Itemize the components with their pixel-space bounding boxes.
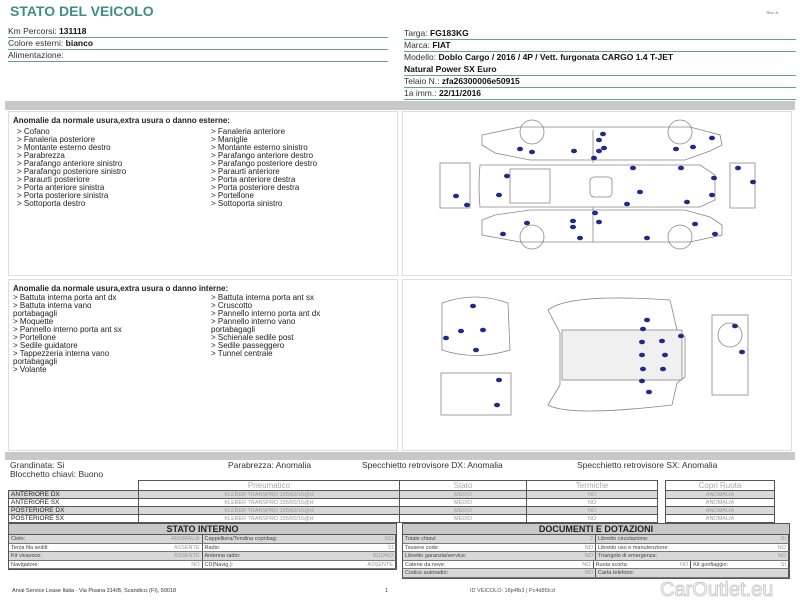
car-front-view xyxy=(730,163,755,208)
anomaly-item: > Parafango posteriore destro xyxy=(211,159,318,168)
anomaly-item: > Montante esterno sinistro xyxy=(211,143,308,152)
anomaly-item: > Porta posteriore destra xyxy=(211,183,300,192)
documenti-field: Codice autoradio: NO xyxy=(403,569,596,577)
damage-marker xyxy=(637,190,643,195)
damage-marker xyxy=(458,329,464,334)
documenti-field: Ruota scorta: NO xyxy=(594,561,692,569)
external-list-2 xyxy=(211,128,317,208)
tire-model: KLEBER TRANSPRO 195/60/15@H xyxy=(139,491,400,499)
stato_interno-row xyxy=(9,544,396,553)
anomaly-item: > Porta anteriore sinistra xyxy=(17,183,105,192)
specchietto-dx-status: Specchietto retrovisore DX: Anomalia xyxy=(362,460,503,470)
grandinata: Grandinata: Si Blocchetto chiavi: Buono xyxy=(10,460,104,479)
tire-row xyxy=(9,515,658,523)
damage-marker xyxy=(639,353,645,358)
stato-interno-box xyxy=(8,523,397,570)
damage-marker xyxy=(640,327,646,332)
car-side-bottom xyxy=(482,210,722,242)
documenti-field: Carta telefono: xyxy=(596,569,789,577)
documenti-field: Libretto circolazione: SI xyxy=(596,535,789,543)
stato_interno-field: Antenna radio: BUONO xyxy=(203,552,397,560)
damage-marker xyxy=(690,145,696,150)
anomaly-item: > Fanaleria anteriore xyxy=(211,127,286,136)
tire-position: POSTERIORE SX xyxy=(9,515,139,523)
dashboard-view xyxy=(712,315,748,395)
damage-marker xyxy=(678,334,684,339)
damage-marker xyxy=(473,348,479,353)
anomaly-item: portabagagli xyxy=(211,325,256,334)
info-colore: Colore esterni: bianco xyxy=(8,38,388,50)
page-number: 1 xyxy=(385,588,389,594)
damage-marker xyxy=(732,324,738,329)
tire-position: POSTERIORE DX xyxy=(9,507,139,515)
anomaly-item: > Porta posteriore sinistra xyxy=(17,191,109,200)
stato_interno-field: Cielo: ANOMALIA xyxy=(9,535,203,543)
external-title: Anomalie da normale usura,extra usura o danno esterne: xyxy=(13,116,230,125)
info-immatricolazione: 1a imm.: 22/11/2016 xyxy=(404,88,796,100)
documenti-title: DOCUMENTI E DOTAZIONI xyxy=(403,524,789,535)
damage-marker xyxy=(709,193,715,198)
damage-marker xyxy=(644,318,650,323)
documenti-row xyxy=(403,535,789,544)
car-rear-view xyxy=(440,163,470,208)
anomaly-item: > Tunnel centrale xyxy=(211,349,273,358)
vehicle-damage-diagram xyxy=(400,105,800,455)
tire-stato: MEDIO xyxy=(400,499,527,507)
damage-marker xyxy=(712,232,718,237)
damage-marker xyxy=(500,232,506,237)
vehicle-info-right xyxy=(404,28,796,100)
tire-model: KLEBER TRANSPRO 195/60/15@H xyxy=(139,507,400,515)
anomaly-item: > Paraurti anteriore xyxy=(211,167,280,176)
anomaly-item: > Volante xyxy=(13,365,47,374)
car-top-view xyxy=(479,165,715,207)
anomaly-item: > Portellone xyxy=(13,333,56,342)
anomaly-item: > Battuta interna porta ant sx xyxy=(211,293,314,302)
damage-marker xyxy=(659,339,665,344)
copri-ruota-value: ANOMALIA xyxy=(666,507,775,515)
info-telaio: Telaio N.: zfa26300006e50915 xyxy=(404,76,796,88)
tire-model: KLEBER TRANSPRO 195/60/15@H xyxy=(139,515,400,523)
damage-marker xyxy=(692,222,698,227)
damage-marker xyxy=(496,193,502,198)
info-alimentazione: Alimentazione: xyxy=(8,50,388,62)
anomaly-item: > Cofano xyxy=(17,127,50,136)
anomaly-item: > Sedile guidatore xyxy=(13,341,78,350)
anomaly-item: > Battuta interna porta ant dx xyxy=(13,293,117,302)
revision-label: Rev. A xyxy=(766,10,778,15)
documenti-row xyxy=(403,544,789,553)
footer-address: Arval Service Lease Italia - Via Pisana 314/B, Scandicci (FI), 50018 xyxy=(12,588,177,594)
tire-termiche: NO xyxy=(527,491,658,499)
copri-row xyxy=(666,499,775,507)
damage-marker xyxy=(596,138,602,143)
anomaly-item: > Tappezzeria interna vano xyxy=(13,349,110,358)
damage-marker xyxy=(709,136,715,141)
internal-list-1 xyxy=(13,294,122,374)
anomaly-item: > Parabrezza xyxy=(17,151,65,160)
info-modello: Modello: Doblo Cargo / 2016 / 4P / Vett. furgonata CARGO 1.4 T-JET xyxy=(404,52,674,62)
damage-marker xyxy=(464,203,470,208)
internal-anomalies-panel xyxy=(8,279,398,451)
damage-marker xyxy=(644,236,650,241)
anomaly-item: > Pannello interno porta ant sx xyxy=(13,325,122,334)
anomaly-item: > Moquette xyxy=(13,317,54,326)
tire-termiche: NO xyxy=(527,515,658,523)
tire-row xyxy=(9,499,658,507)
damage-marker xyxy=(624,202,630,207)
info-modello-cont: Natural Power SX Euro xyxy=(404,64,796,76)
info-marca: Marca: FIAT xyxy=(404,40,796,52)
damage-marker xyxy=(470,304,476,309)
stato_interno-row xyxy=(9,552,396,561)
damage-marker xyxy=(601,146,607,151)
anomaly-item: > Parafango anteriore sinistro xyxy=(17,159,123,168)
blocchetto-chiavi: Blocchetto chiavi: Buono xyxy=(10,469,104,479)
damage-marker xyxy=(739,350,745,355)
interior-rear-view xyxy=(442,297,510,356)
damage-marker xyxy=(600,132,606,137)
damage-marker xyxy=(662,353,668,358)
documenti-field: Libretto garanzia/service: NO xyxy=(403,552,596,560)
internal-list-2 xyxy=(211,294,320,358)
tire-stato: MEDIO xyxy=(400,507,527,515)
divider-band-2 xyxy=(5,452,795,460)
tire-termiche: NO xyxy=(527,507,658,515)
tire-termiche: NO xyxy=(527,499,658,507)
stato_interno-field: Radio: SI xyxy=(203,544,397,552)
damage-marker xyxy=(735,166,741,171)
tire-position: ANTERIORE DX xyxy=(9,491,139,499)
copri-ruota-value: ANOMALIA xyxy=(666,515,775,523)
documenti-box xyxy=(402,523,790,579)
damage-marker xyxy=(504,174,510,179)
tire-model: KLEBER TRANSPRO 195/60/15@H xyxy=(139,499,400,507)
anomaly-item: > Fanaleria posteriore xyxy=(17,135,96,144)
damage-marker xyxy=(750,180,756,185)
documenti-field: Kit gonfiaggio: SI xyxy=(691,561,789,569)
stato-interno-title: STATO INTERNO xyxy=(9,524,396,535)
documenti-row xyxy=(403,561,789,570)
copri-row xyxy=(666,507,775,515)
documenti-field: Triangolo di emergenza: NO xyxy=(596,552,789,560)
info-km: Km Percorsi: 131118 xyxy=(8,26,388,38)
copri-ruota-table: Copri Ruota ANOMALIA ANOMALIA ANOMALIA ANOMALIA xyxy=(665,480,775,523)
specchietto-sx-status: Specchietto retrovisore SX: Anomalia xyxy=(577,460,718,470)
damage-marker xyxy=(660,367,666,372)
stato_interno-field: Cappelliera/Tendina copribag: NO xyxy=(203,535,397,543)
copri-ruota-value: ANOMALIA xyxy=(666,491,775,499)
tire-stato: MEDIO xyxy=(400,515,527,523)
external-list-1 xyxy=(17,128,126,208)
damage-marker xyxy=(673,147,679,152)
documenti-row xyxy=(403,569,789,578)
damage-marker xyxy=(570,219,576,224)
tire-row xyxy=(9,507,658,515)
watermark-logo: CarOutlet.eu xyxy=(660,579,774,601)
tire-position: ANTERIORE SX xyxy=(9,499,139,507)
tire-stato: MEDIO xyxy=(400,491,527,499)
anomaly-item: > Parafango posteriore sinistro xyxy=(17,167,127,176)
damage-marker xyxy=(640,367,646,372)
anomaly-item: > Cruscotto xyxy=(211,301,253,310)
anomaly-item: > Maniglie xyxy=(211,135,248,144)
anomaly-item: > Sedile passeggero xyxy=(211,341,285,350)
page-title: STATO DEL VEICOLO xyxy=(10,3,154,19)
damage-marker xyxy=(596,149,602,154)
damage-marker xyxy=(678,166,684,171)
damage-marker xyxy=(711,176,717,181)
damage-marker xyxy=(577,236,583,241)
anomaly-item: portabagagli xyxy=(13,309,58,318)
stato_interno-field: Terza fila sedili: ASSENTE xyxy=(9,544,203,552)
anomaly-item: > Sottoporta sinistro xyxy=(211,199,283,208)
anomaly-item: > Sottoporta destro xyxy=(17,199,86,208)
damage-marker xyxy=(443,336,449,341)
stato_interno-field: Navigatore: NO xyxy=(9,561,203,569)
damage-marker xyxy=(639,340,645,345)
anomaly-item: > Battuta interna vano xyxy=(13,301,92,310)
external-anomalies-panel xyxy=(8,111,398,276)
copri-row xyxy=(666,491,775,499)
footer-id: ID VEICOLO: 18p4fb3 | Pc4d8f3cd xyxy=(470,588,555,594)
documenti-row xyxy=(403,552,789,561)
internal-title: Anomalie da normale usura,extra usura o danno interne: xyxy=(13,284,229,293)
damage-marker xyxy=(517,147,523,152)
stato_interno-row xyxy=(9,561,396,570)
anomaly-item: > Pannello interno porta ant dx xyxy=(211,309,321,318)
damage-marker xyxy=(639,379,645,384)
damage-marker xyxy=(630,166,636,171)
damage-marker xyxy=(592,211,598,216)
tire-row xyxy=(9,491,658,499)
anomaly-item: > Pannello interno vano xyxy=(211,317,296,326)
anomaly-item: > Schienale sedile post xyxy=(211,333,294,342)
anomaly-item: > Montante esterno destro xyxy=(17,143,111,152)
documenti-field: Catene da neve: NO xyxy=(403,561,594,569)
damage-marker xyxy=(570,225,576,230)
damage-marker xyxy=(596,220,602,225)
damage-marker xyxy=(646,390,652,395)
anomaly-item: > Porta anteriore destra xyxy=(211,175,296,184)
documenti-field: Tessere code: NO xyxy=(403,544,596,552)
anomaly-item: > Portellone xyxy=(211,191,254,200)
damage-marker xyxy=(524,221,530,226)
stato_interno-field: Kit vivavoce: ASSENTE xyxy=(9,552,203,560)
vehicle-info-left xyxy=(8,26,388,62)
parabrezza-status: Parabrezza: Anomalia xyxy=(228,460,312,470)
copri-ruota-value: ANOMALIA xyxy=(666,499,775,507)
damage-marker xyxy=(684,200,690,205)
stato_interno-field: CD(Navig.): ASSENTE xyxy=(203,561,397,569)
damage-marker xyxy=(453,194,459,199)
anomaly-item: > Parafango anteriore destro xyxy=(211,151,314,160)
damage-marker xyxy=(571,149,577,154)
documenti-field: Totale chiavi: 2 xyxy=(403,535,596,543)
damage-marker xyxy=(529,150,535,155)
stato_interno-row xyxy=(9,535,396,544)
anomaly-item: > Paraurti posteriore xyxy=(17,175,90,184)
documenti-field: Libretto uso e manutenzione: NO xyxy=(596,544,789,552)
info-targa: Targa: FG183KG xyxy=(404,28,796,40)
damage-marker xyxy=(494,403,500,408)
damage-marker xyxy=(591,156,597,161)
copri-row xyxy=(666,515,775,523)
damage-marker xyxy=(496,378,502,383)
anomaly-item: portabagagli xyxy=(13,357,58,366)
tires-table: Pneumatico Stato Termiche ANTERIORE DX KLEBER TRANSPRO 195/60/15@H MEDIO NO ANTERIORE SX KLEBER TRANSPRO 195/60/15@H MEDIO NO POSTERIORE DX KLEBER TRANSPRO 195/60/15@H MEDIO NO POSTERIORE SX KLEBER TRANSPRO 195/60/15@H MEDIO NO xyxy=(8,480,658,523)
damage-marker xyxy=(480,328,486,333)
